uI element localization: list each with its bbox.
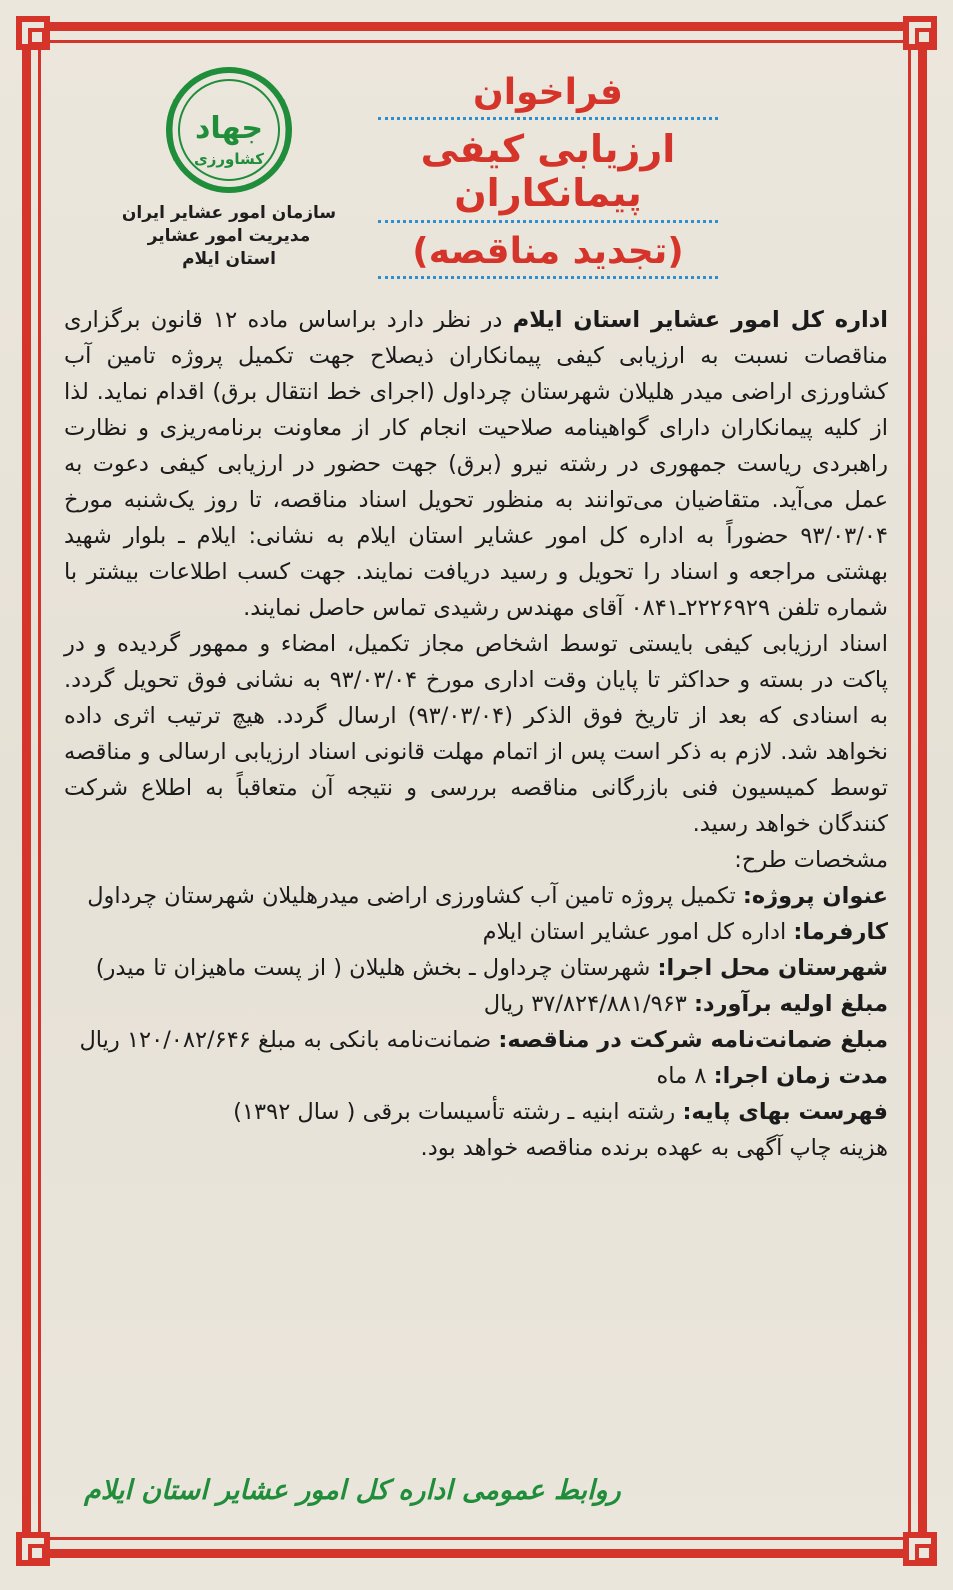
spec-label: مبلغ اولیه برآورد: bbox=[694, 991, 888, 1017]
spec-value: ۸ ماه bbox=[656, 1063, 714, 1089]
org-line-1: سازمان امور عشایر ایران bbox=[121, 203, 337, 223]
spec-label: مبلغ ضمانت‌نامه شرکت در مناقصه: bbox=[498, 1027, 888, 1053]
spec-label: کارفرما: bbox=[793, 919, 888, 945]
organization-block bbox=[104, 60, 354, 271]
org-line-3: استان ایلام bbox=[182, 248, 276, 269]
title-block bbox=[358, 72, 738, 287]
spec-row-guarantee bbox=[64, 1022, 888, 1058]
closing-note: هزینه چاپ آگهی به عهده برنده مناقصه خواهد بود. bbox=[420, 1135, 888, 1161]
corner-ornament-top-left bbox=[16, 16, 50, 50]
advertisement-content bbox=[64, 52, 888, 1532]
spec-row-project-title bbox=[64, 878, 888, 914]
corner-ornament-top-right bbox=[903, 16, 937, 50]
spec-label: شهرستان محل اجرا: bbox=[657, 955, 888, 981]
spec-value: اداره کل امور عشایر استان ایلام bbox=[482, 919, 794, 945]
body-text bbox=[64, 302, 888, 1166]
spec-row-location bbox=[64, 950, 888, 986]
title-line-1: فراخوان bbox=[473, 72, 623, 113]
logo-main-text: جهاد bbox=[194, 111, 264, 146]
title-line-3: (تجدید مناقصه) bbox=[412, 230, 684, 272]
spec-value: رشته ابنیه ـ رشته تأسیسات برقی ( سال ۱۳۹۲) bbox=[233, 1099, 683, 1125]
paragraph-1-text: در نظر دارد براساس ماده ۱۲ قانون برگزاری مناقصات نسبت به ارزیابی کیفی پیمانکاران ذیصلاح جهت تکمیل پروژه تامین آب کشاورزی اراضی میدر هلیلان شهرستان چرداول (اجرای خط انتقال برق) اقدام نماید. لذا از کلیه پیمانکاران دارای گواهینامه صلاحیت انجام کار از معاونت برنامه‌ریزی و نظارت راهبردی ریاست جمهوری در رشته نیرو (برق) جهت حضور در ارزیابی کیفی دعوت به عمل می‌آید. متقاضیان می‌توانند به منظور تحویل اسناد مناقصه، تا روز یک‌شنبه مورخ ۹۳/۰۳/۰۴ حضوراً به اداره کل امور عشایر استان ایلام به نشانی: ایلام ـ بلوار شهید بهشتی مراجعه و اسناد را تحویل و رسید دریافت نمایند. جهت کسب اطلاعات بیشتر با شماره تلفن ۲۲۲۶۹۲۹ـ۰۸۴۱ آقای مهندس رشیدی تماس حاصل نمایند. bbox=[64, 307, 888, 621]
spec-row-estimate bbox=[64, 986, 888, 1022]
spec-label: مدت زمان اجرا: bbox=[713, 1063, 888, 1089]
jahad-logo-icon bbox=[154, 60, 304, 202]
spec-value: تکمیل پروژه تامین آب کشاورزی اراضی میدرهلیلان شهرستان چرداول bbox=[87, 883, 743, 909]
spec-label: فهرست بهای پایه: bbox=[682, 1099, 888, 1125]
spec-row-duration bbox=[64, 1058, 888, 1094]
footer-signature: روابط عمومی اداره کل امور عشایر استان ایلام bbox=[84, 1475, 621, 1506]
spec-value: ضمانت‌نامه بانکی به مبلغ ۱۲۰/۰۸۲/۶۴۶ ریال bbox=[79, 1027, 499, 1053]
spec-row-price-list bbox=[64, 1094, 888, 1130]
spec-value: شهرستان چرداول ـ بخش هلیلان ( از پست ماهیزان تا میدر) bbox=[95, 955, 658, 981]
paragraph-2: اسناد ارزیابی کیفی بایستی توسط اشخاص مجاز تکمیل، امضاء و ممهور گردیده و در پاکت در بسته و حداکثر تا پایان وقت اداری مورخ ۹۳/۰۳/۰۴ به نشانی فوق تحویل گردد. به اسنادی که بعد از تاریخ فوق الذکر (۹۳/۰۳/۰۴) ارسال گردد. هیچ ترتیب اثری داده نخواهد شد. لازم به ذکر است پس از اتمام مهلت قانونی اسناد ارزیابی ارسالی و مناقصه توسط کمیسیون فنی بازرگانی مناقصه بررسی و نتیجه آن متعاقباً به اطلاع شرکت کنندگان خواهد رسید. bbox=[64, 631, 888, 837]
header bbox=[64, 52, 888, 302]
logo-sub-text: کشاورزی bbox=[194, 150, 264, 168]
corner-ornament-bottom-right bbox=[903, 1532, 937, 1566]
dotted-rule bbox=[378, 220, 718, 223]
dotted-rule bbox=[378, 117, 718, 120]
spec-label: عنوان پروژه: bbox=[742, 883, 888, 909]
paragraph-1 bbox=[64, 302, 888, 626]
dotted-rule bbox=[378, 276, 718, 279]
spec-row-employer bbox=[64, 914, 888, 950]
title-line-2: ارزیابی کیفی پیمانکاران bbox=[420, 127, 676, 216]
org-line-2: مدیریت امور عشایر bbox=[147, 225, 311, 246]
spec-heading: مشخصات طرح: bbox=[734, 847, 888, 873]
paragraph-1-lead: اداره کل امور عشایر استان ایلام bbox=[512, 307, 888, 333]
spec-value: ۳۷/۸۲۴/۸۸۱/۹۶۳ ریال bbox=[483, 991, 695, 1017]
corner-ornament-bottom-left bbox=[16, 1532, 50, 1566]
